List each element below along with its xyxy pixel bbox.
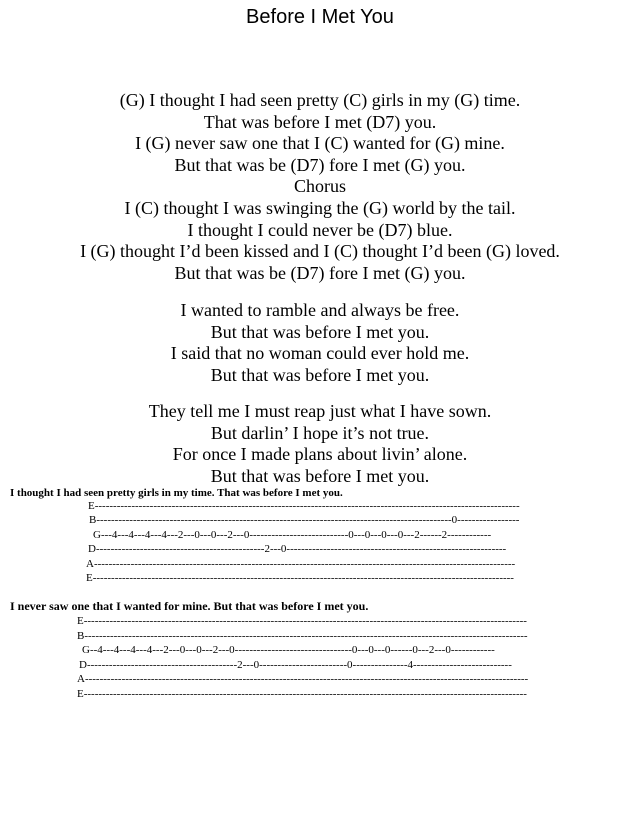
tab-string-line: D----------------------------------------------2---0------------------------------------------------------------: [88, 543, 507, 555]
lyric-line: I (G) thought I’d been kissed and I (C) thought I’d been (G) loved.: [80, 241, 560, 262]
lyric-line: I wanted to ramble and always be free.: [180, 300, 460, 320]
tab-string-line: A-------------------------------------------------------------------------------------------------------------------: [86, 558, 516, 570]
tab-string-line: B-------------------------------------------------------------------------------------------------0-----------------: [89, 514, 520, 526]
tab-string-line: B-------------------------------------------------------------------------------------------------------------------------: [77, 630, 528, 642]
lyric-line: But that was before I met you.: [210, 321, 430, 342]
lyric-line: That was before I met (D7) you.: [203, 111, 437, 132]
lyric-line: I (G) never saw one that I (C) wanted for (G) mine.: [135, 133, 505, 154]
lyric-line: But darlin’ I hope it’s not true.: [210, 422, 430, 443]
tab-string-line: D-----------------------------------------2---0------------------------0---------------4---------------------------: [79, 659, 512, 671]
chorus-label: Chorus: [293, 176, 346, 197]
tab-caption: I never saw one that I wanted for mine. But that was before I met you.: [10, 599, 369, 613]
lyric-line: For once I made plans about livin’ alone.: [172, 444, 468, 465]
tab-string-line: E-------------------------------------------------------------------------------------------------------------------------: [77, 688, 527, 700]
tab-string-line: E-------------------------------------------------------------------------------------------------------------------------: [77, 615, 527, 627]
tab-string-line: E-------------------------------------------------------------------------------------------------------------------: [86, 572, 514, 584]
song-title: Before I Met You: [246, 6, 394, 28]
lyric-line: But that was before I met you.: [210, 364, 430, 385]
verse-two-stanza: [0, 300, 640, 386]
tab-string-line: E--------------------------------------------------------------------------------------------------------------------: [88, 500, 520, 512]
tab-string-line: G---4---4---4---4---2---0---0---2---0---------------------------0---0---0---0---2------2------------: [93, 529, 492, 541]
tab-caption: I thought I had seen pretty girls in my time. That was before I met you.: [10, 487, 343, 499]
lyric-line: I thought I could never be (D7) blue.: [187, 219, 453, 240]
lyric-line: They tell me I must reap just what I have sown.: [148, 401, 492, 421]
verse-three-stanza: [0, 401, 640, 487]
tab-string-line: G--4---4---4---4---2---0---0---2---0--------------------------------0---0---0------0---2---0------------: [82, 644, 495, 656]
lyric-line: I (C) thought I was swinging the (G) world by the tail.: [124, 197, 516, 218]
lyric-line: I said that no woman could ever hold me.: [170, 343, 470, 364]
verse-chorus-stanza: [0, 90, 640, 284]
lyric-line: But that was be (D7) fore I met (G) you.: [174, 262, 466, 283]
lyric-line: But that was be (D7) fore I met (G) you.: [174, 154, 466, 175]
lyric-line: (G) I thought I had seen pretty (C) girls in my (G) time.: [119, 90, 521, 110]
tab-string-line: A-------------------------------------------------------------------------------------------------------------------------: [77, 673, 529, 685]
lyric-line: But that was before I met you.: [210, 465, 430, 486]
